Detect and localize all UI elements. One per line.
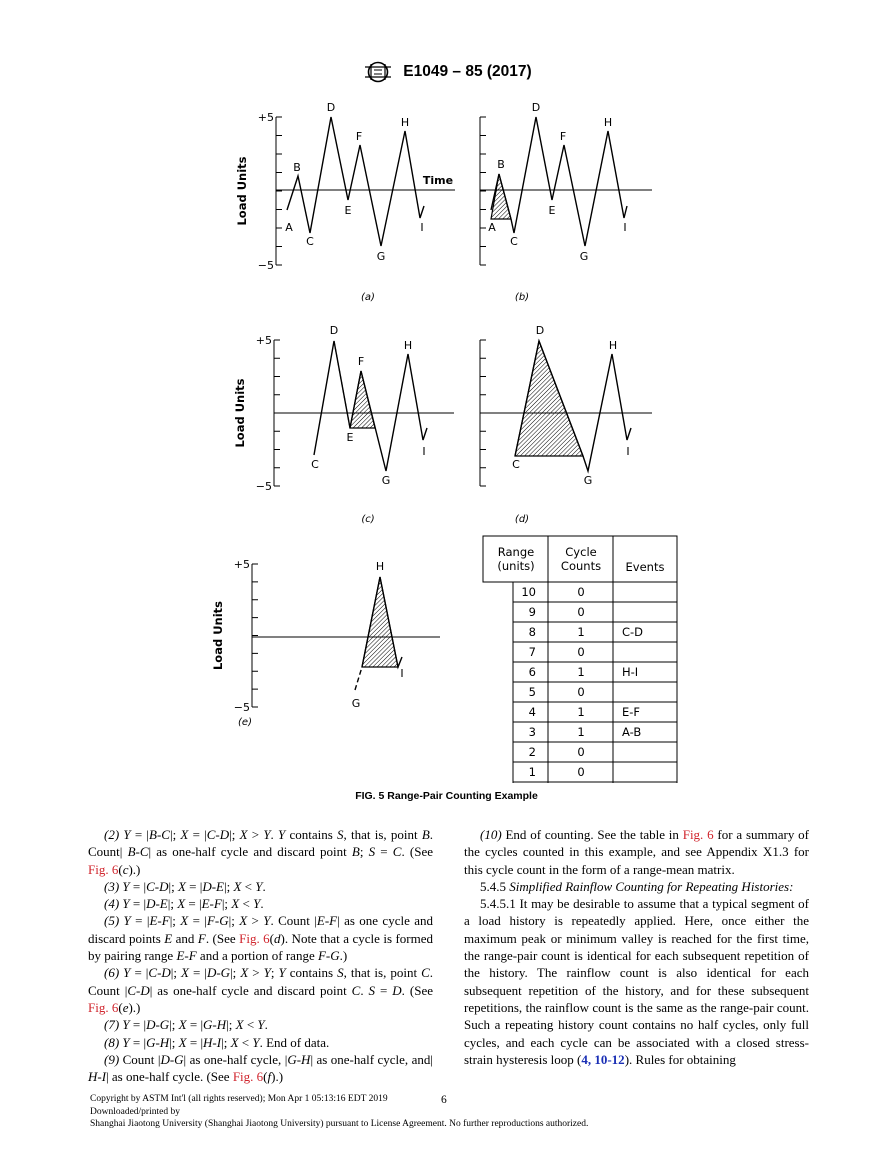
point-label-H: H <box>603 116 613 129</box>
point-label-C: C <box>306 235 314 248</box>
load-history-line <box>511 117 627 246</box>
footer-line-1: Copyright by ASTM Int'l (all rights reserved); Mon Apr 1 05:13:16 EDT 2019 <box>90 1094 388 1104</box>
hatched-cycle <box>515 341 583 456</box>
table-cell-event: A-B <box>622 725 642 739</box>
point-label-C: C <box>512 458 520 471</box>
figure-caption: FIG. 5 Range-Pair Counting Example <box>355 790 538 802</box>
point-label-G: G <box>579 250 589 263</box>
table-cell-range: 8 <box>528 625 536 639</box>
point-label-I: I <box>623 221 627 234</box>
tick-label-plus5: +5 <box>255 334 272 347</box>
point-label-G: G <box>351 697 361 710</box>
table-cell-count: 0 <box>577 745 585 759</box>
paragraph: (9) Count |D-G| as one-half cycle, |G-H| as one-half cycle, and| H-I| as one-half cycle. (See Fig. 6(f).) <box>88 1051 433 1085</box>
table-cell-count: 1 <box>577 705 585 719</box>
table-cell-range: 9 <box>528 605 536 619</box>
y-axis-label: Load Units <box>235 156 249 226</box>
point-label-H: H <box>400 116 410 129</box>
paragraph: (7) Y = |D-G|; X = |G-H|; X < Y. <box>104 1017 268 1033</box>
panel-label: (e) <box>238 717 252 728</box>
point-label-H: H <box>608 339 618 352</box>
point-label-E: E <box>346 431 354 444</box>
paragraph: (5) Y = |E-F|; X = |F-G|; X > Y. Count |E-F| as one cycle and discard points E and F. (See Fig. 6(d). Note that a cycle is formed by pairing range E-F and a portion of range F-G.) <box>88 913 434 964</box>
copyright-footer <box>90 1093 588 1131</box>
table-cell-range: 2 <box>528 745 536 759</box>
point-label-I: I <box>422 445 426 458</box>
tick-label-minus5: −5 <box>255 480 272 493</box>
table-cell-range: 5 <box>528 685 536 699</box>
point-label-A: A <box>488 221 496 234</box>
paragraph: (8) Y = |G-H|; X = |H-I|; X < Y. End of data. <box>104 1034 330 1050</box>
table-cell-count: 0 <box>577 585 585 599</box>
point-label-A: A <box>285 221 293 234</box>
tick-label-plus5: +5 <box>257 111 274 124</box>
table-cell-range: 3 <box>528 725 536 739</box>
table-cell-count: 0 <box>577 765 585 779</box>
cycle-count-table <box>483 536 677 783</box>
table-header-range-line2: (units) <box>497 559 535 573</box>
panel-label: (b) <box>514 292 530 303</box>
point-label-G: G <box>381 474 391 487</box>
point-label-F: F <box>357 355 365 368</box>
section-heading: 5.4.5 Simplified Rainflow Counting for Repeating Histories: <box>480 878 794 894</box>
table-cell-event: C-D <box>622 625 644 639</box>
panel-label: (a) <box>361 292 375 303</box>
panel-label: (d) <box>514 514 530 525</box>
point-label-H: H <box>375 560 385 573</box>
table-header-cycle-line1: Cycle <box>565 545 597 559</box>
table-cell-event: E-F <box>622 705 641 719</box>
point-label-F: F <box>355 130 363 143</box>
body-column-left <box>88 826 433 1085</box>
point-label-E: E <box>344 204 352 217</box>
table-cell-count: 1 <box>577 665 585 679</box>
point-label-D: D <box>535 324 545 337</box>
table-cell-event: H-I <box>622 665 639 679</box>
footer-line-3: Shanghai Jiaotong University (Shanghai Jiaotong University) pursuant to License Agreement. No further reproductions authorized. <box>90 1119 589 1129</box>
point-label-I: I <box>400 667 404 680</box>
point-label-G: G <box>583 474 593 487</box>
y-axis-label: Load Units <box>211 600 225 671</box>
load-history-line <box>314 341 427 471</box>
point-label-H: H <box>403 339 413 352</box>
point-label-D: D <box>531 101 541 114</box>
footer-line-2: Downloaded/printed by <box>90 1106 180 1117</box>
point-label-G: G <box>376 250 386 263</box>
point-label-B: B <box>293 161 301 174</box>
table-cell-count: 1 <box>577 625 585 639</box>
point-label-F: F <box>559 130 567 143</box>
table-cell-range: 7 <box>528 645 536 659</box>
table-cell-range: 1 <box>528 765 536 779</box>
paragraph: (10) End of counting. See the table in Fig. 6 for a summary of the cycles counted in this example, and see Appendix X1.3 for this cycle count in the form of a range-mean matrix. <box>464 827 810 877</box>
time-label: Time <box>422 174 454 187</box>
point-label-D: D <box>329 324 339 337</box>
paragraph: (2) Y = |B-C|; X = |C-D|; X > Y. Y contains S, that is, point B. Count| B-C| as one-half cycle and discard point B; S = C. (See Fig. 6(c).) <box>88 827 434 877</box>
table-header-range-line1: Range <box>497 545 535 559</box>
dashed-path <box>355 667 362 690</box>
page-number: 6 <box>441 1094 447 1106</box>
body-column-right <box>464 826 809 1068</box>
point-label-D: D <box>326 101 336 114</box>
point-label-I: I <box>420 221 424 234</box>
tick-label-minus5: −5 <box>233 701 250 714</box>
table-header-cycle-line2: Counts <box>560 559 602 573</box>
table-cell-count: 0 <box>577 685 585 699</box>
point-label-E: E <box>548 204 556 217</box>
paragraph: (3) Y = |C-D|; X = |D-E|; X < Y. <box>104 878 266 894</box>
paragraph: 5.4.5.1 It may be desirable to assume that a typical segment of a load history is repeatedly applied. Here, once either the maximum peak or minimum valley is reached for the first time, the range-pair count is identical for each subsequent repetition of the history. The rainflow count is also identical for each subsequent repetition of the history, and for these subsequent repetitions, the rainflow count is the same as the range-pair count. Such a repeating history count contains no half cycles, only full cycles, and each cycle can be associated with a closed stress-strain hysteresis loop (4, 10-12). Rules for obtaining <box>464 896 809 1067</box>
table-cell-range: 6 <box>528 665 536 679</box>
y-axis-label: Load Units <box>233 378 247 448</box>
tick-label-minus5: −5 <box>257 259 274 272</box>
paragraph: (4) Y = |D-E|; X = |E-F|; X < Y. <box>104 896 264 912</box>
point-label-C: C <box>510 235 518 248</box>
hatched-cycle <box>362 577 398 667</box>
table-cell-range: 10 <box>521 585 536 599</box>
paragraph: (6) Y = |C-D|; X = |D-G|; X > Y; Y contains S, that is, point C. Count |C-D| as one-half cycle and discard point C. S = D. (See Fig. 6(e).) <box>88 965 434 1015</box>
table-cell-count: 0 <box>577 605 585 619</box>
document-title: E1049 – 85 (2017) <box>403 63 532 80</box>
point-label-C: C <box>311 458 319 471</box>
point-label-B: B <box>497 158 505 171</box>
table-header-events: Events <box>625 560 665 574</box>
table-cell-range: 4 <box>528 705 536 719</box>
tick-label-plus5: +5 <box>233 558 250 571</box>
panel-label: (c) <box>361 514 375 525</box>
table-cell-count: 1 <box>577 725 585 739</box>
table-cell-count: 0 <box>577 645 585 659</box>
point-label-I: I <box>626 445 630 458</box>
